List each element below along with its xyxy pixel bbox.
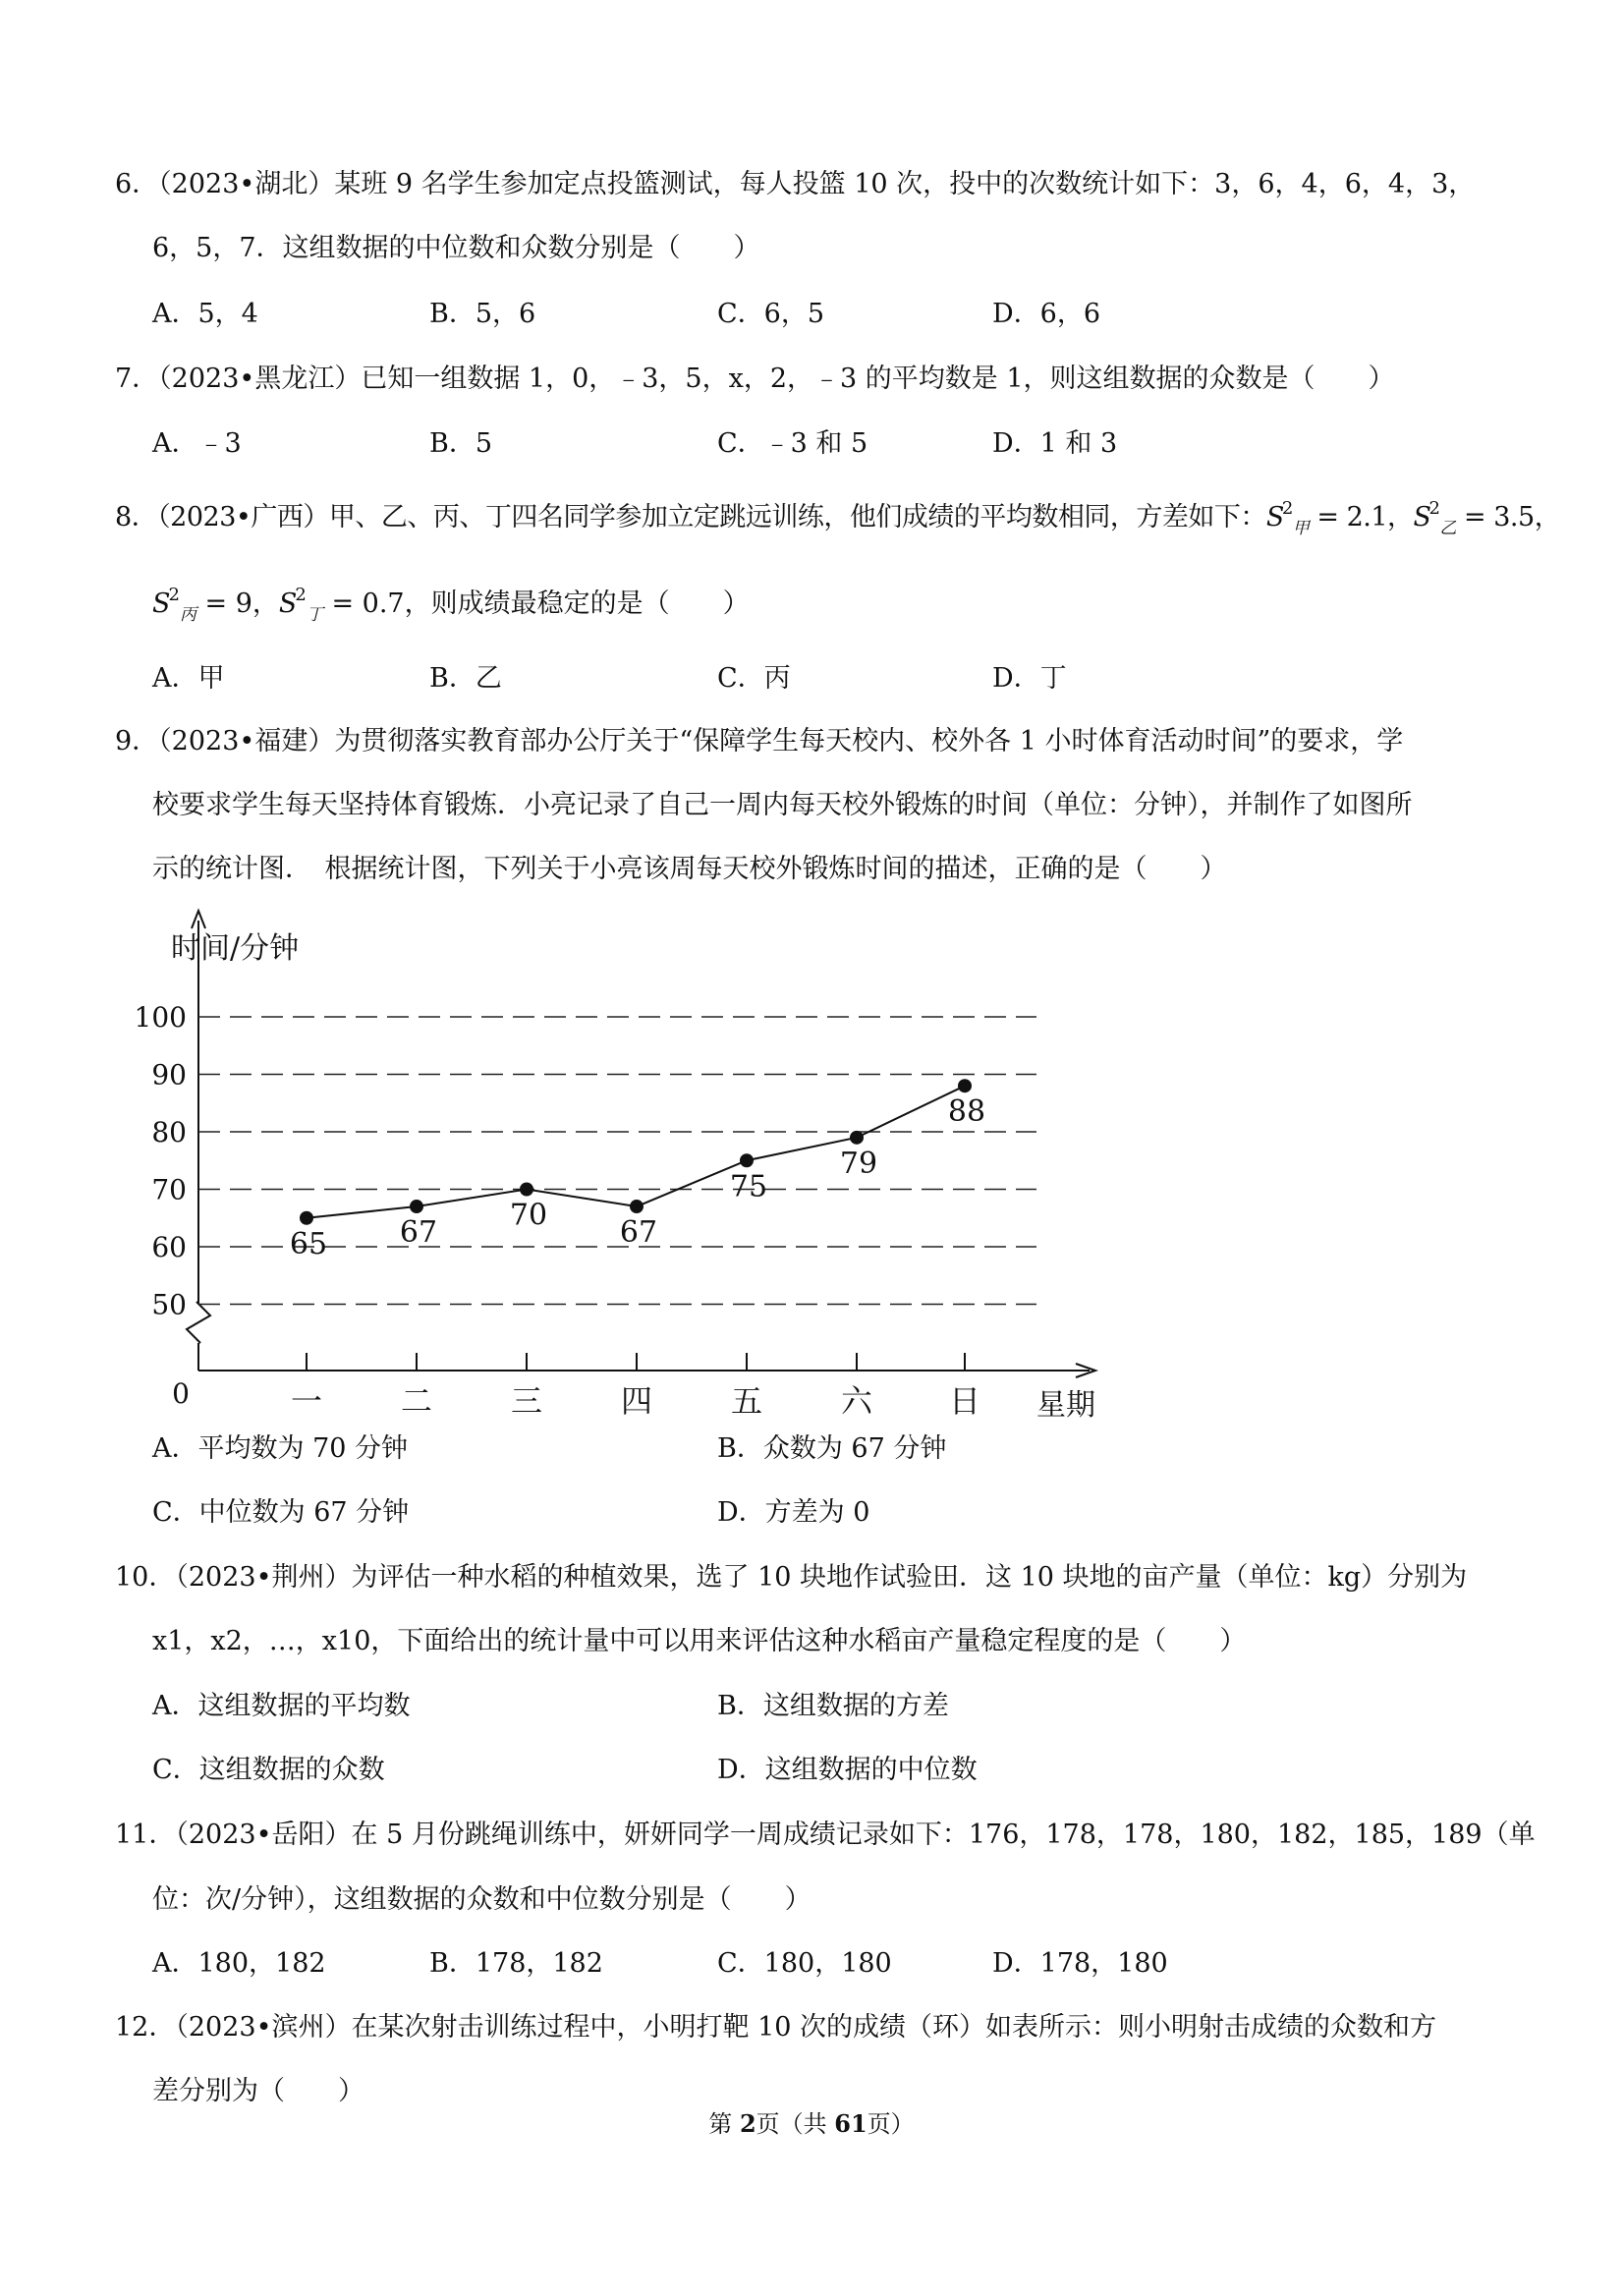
q9-option-a: A．平均数为 70 分钟 — [152, 1433, 409, 1464]
q6-option-a: A．5，4 — [152, 299, 258, 329]
x-tick-label-5: 六 — [840, 1382, 873, 1420]
data-label-3: 67 — [619, 1215, 658, 1251]
q7-option-a: A．﹣3 — [152, 428, 242, 459]
y-tick-label-70: 70 — [151, 1173, 187, 1206]
data-label-6: 88 — [947, 1094, 986, 1130]
q11-option-d: D．178，180 — [992, 1948, 1168, 1979]
y-tick-label-50: 50 — [151, 1288, 187, 1321]
q10-stem-line1: 10．（2023•荆州）为评估一种水稻的种植效果，选了 10 块地作试验田．这 10 块地的亩产量（单位：kg）分别为 — [115, 1562, 1468, 1593]
q8-stem-line2 — [152, 578, 750, 633]
q6-stem-line1: 6．（2023•湖北）某班 9 名学生参加定点投篮测试，每人投篮 10 次，投中的次数统计如下：3，6，4，6，4，3， — [115, 169, 1476, 199]
q8-superscript: 2 — [295, 585, 307, 605]
data-point-3 — [630, 1200, 644, 1213]
y-tick-label-100: 100 — [134, 1001, 187, 1034]
q8-s-symbol: S — [152, 588, 171, 619]
q9-stem-line3: 示的统计图． 根据统计图，下列关于小亮该周每天校外锻炼时间的描述，正确的是（ ） — [152, 854, 1227, 884]
q8-value-jia: = 2.1， — [1309, 502, 1414, 532]
q7-option-c: C．﹣3 和 5 — [717, 428, 868, 459]
q8-s-symbol: S — [278, 588, 298, 619]
q11-option-b: B．178，182 — [429, 1948, 603, 1979]
q8-superscript: 2 — [1281, 498, 1293, 519]
q8-subscript-yi: 乙 — [1439, 519, 1456, 538]
q8-value-ding: = 0.7，则成绩最稳定的是（ ） — [322, 588, 750, 619]
x-tick-label-2: 三 — [510, 1382, 543, 1420]
footer-suffix: 页） — [867, 2110, 915, 2138]
q9-option-c: C．中位数为 67 分钟 — [152, 1497, 410, 1528]
q9-stem-line2: 校要求学生每天坚持体育锻炼．小亮记录了自己一周内每天校外锻炼的时间（单位：分钟），并制作了如图所 — [152, 790, 1413, 820]
x-tick-label-3: 四 — [620, 1382, 653, 1420]
data-label-4: 75 — [729, 1169, 768, 1204]
q8-option-a: A．甲 — [152, 663, 225, 694]
y-tick-label-80: 80 — [151, 1116, 187, 1148]
x-tick-label-4: 五 — [730, 1382, 763, 1420]
data-point-5 — [850, 1131, 864, 1145]
q8-value-bing: = 9， — [196, 588, 279, 619]
footer-mid: 页（共 — [756, 2110, 835, 2138]
y-axis-label: 时间/分钟 — [171, 931, 300, 966]
x-tick-label-0: 一 — [290, 1382, 323, 1420]
q10-option-d: D．这组数据的中位数 — [717, 1755, 978, 1785]
q8-subscript-ding: 丁 — [306, 605, 323, 625]
q11-option-a: A．180，182 — [152, 1948, 326, 1979]
q8-option-b: B．乙 — [429, 663, 502, 694]
q8-stem-line1 — [115, 491, 1560, 546]
q6-option-b: B．5，6 — [429, 299, 536, 329]
q9-stem-line1: 9．（2023•福建）为贯彻落实教育部办公厅关于“保障学生每天校内、校外各 1 小时体育活动时间”的要求，学 — [115, 726, 1404, 756]
footer-page-number: 2 — [739, 2109, 756, 2138]
q6-option-c: C．6，5 — [717, 299, 825, 329]
page-footer — [0, 2108, 1623, 2140]
q12-stem-line1: 12．（2023•滨州）在某次射击训练过程中，小明打靶 10 次的成绩（环）如表所示：则小明射击成绩的众数和方 — [115, 2012, 1437, 2043]
q7-option-d: D．1 和 3 — [992, 428, 1118, 459]
data-label-1: 67 — [399, 1215, 438, 1251]
q8-stem-text: 8．（2023•广西）甲、乙、丙、丁四名同学参加立定跳远训练，他们成绩的平均数相同，方差如下： — [115, 502, 1266, 532]
origin-label: 0 — [172, 1377, 190, 1410]
q9-option-d: D．方差为 0 — [717, 1497, 870, 1528]
q8-s-symbol: S — [1413, 502, 1431, 532]
q12-stem-line2: 差分别为（ ） — [152, 2076, 364, 2106]
q8-superscript: 2 — [1428, 498, 1440, 519]
q11-stem-line2: 位：次/分钟），这组数据的众数和中位数分别是（ ） — [152, 1884, 812, 1915]
q10-option-b: B．这组数据的方差 — [717, 1691, 949, 1721]
data-label-5: 79 — [839, 1146, 878, 1181]
exercise-time-line-chart — [134, 899, 1120, 1423]
q7-option-b: B．5 — [429, 428, 493, 459]
q8-subscript-bing: 丙 — [179, 605, 196, 625]
x-axis-label: 星期 — [1036, 1388, 1095, 1423]
y-tick-label-90: 90 — [151, 1058, 187, 1092]
q10-stem-line2: x1，x2，…，x10，下面给出的统计量中可以用来评估这种水稻亩产量稳定程度的是（ ） — [152, 1626, 1247, 1656]
q8-value-yi: = 3.5， — [1455, 502, 1561, 532]
data-point-2 — [520, 1183, 533, 1197]
q6-stem-line2: 6，5，7．这组数据的中位数和众数分别是（ ） — [152, 233, 760, 263]
data-point-4 — [740, 1153, 754, 1167]
data-point-0 — [300, 1211, 313, 1225]
x-tick-label-1: 二 — [400, 1382, 433, 1420]
q8-option-c: C．丙 — [717, 663, 791, 694]
y-tick-label-60: 60 — [151, 1231, 187, 1263]
x-tick-label-6: 日 — [948, 1382, 981, 1420]
q9-option-b: B．众数为 67 分钟 — [717, 1433, 947, 1464]
q10-option-c: C．这组数据的众数 — [152, 1755, 385, 1785]
data-label-0: 65 — [289, 1226, 328, 1261]
q11-stem-line1: 11．（2023•岳阳）在 5 月份跳绳训练中，妍妍同学一周成绩记录如下：176，178，178，180，182，185，189（单 — [115, 1820, 1536, 1850]
data-label-2: 70 — [509, 1198, 548, 1233]
q8-superscript: 2 — [168, 585, 180, 605]
q11-option-c: C．180，180 — [717, 1948, 892, 1979]
footer-prefix: 第 — [708, 2110, 740, 2138]
q8-option-d: D．丁 — [992, 663, 1067, 694]
data-point-6 — [958, 1079, 972, 1092]
q7-stem-line1: 7．（2023•黑龙江）已知一组数据 1，0，﹣3，5，x，2，﹣3 的平均数是 1，则这组数据的众数是（ ） — [115, 364, 1395, 394]
data-point-1 — [410, 1200, 423, 1213]
footer-total-pages: 61 — [834, 2109, 867, 2138]
q10-option-a: A．这组数据的平均数 — [152, 1691, 411, 1721]
q8-s-symbol: S — [1265, 502, 1284, 532]
q6-option-d: D．6，6 — [992, 299, 1101, 329]
q8-subscript-jia: 甲 — [1292, 519, 1310, 538]
